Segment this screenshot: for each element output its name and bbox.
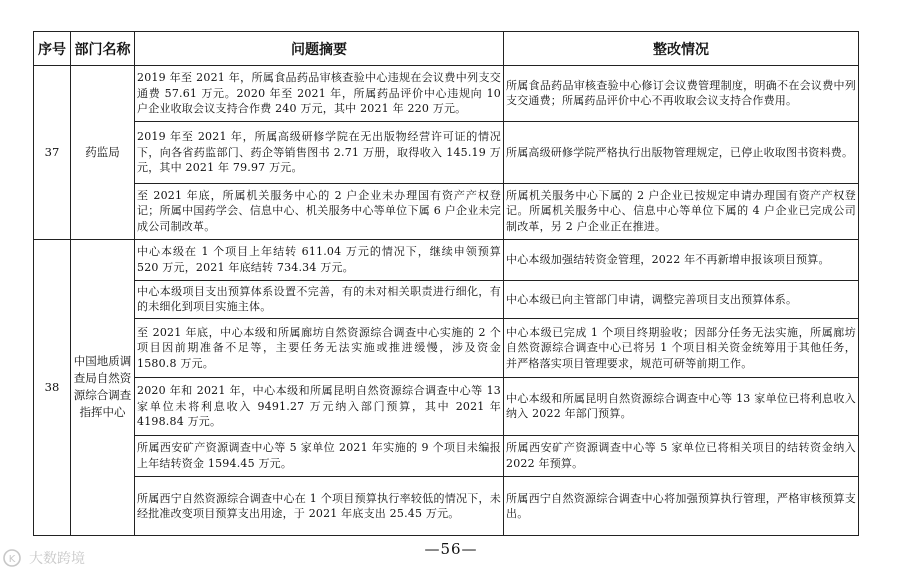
table-row [34,280,859,318]
table-row [34,377,859,435]
problem-summary: 至 2021 年底，中心本级和所属廊坊自然资源综合调查中心实施的 2 个项目因前期准备不足等，主要任务无法实施或推进缓慢，涉及资金 1580.8 万元。 [135,319,504,378]
header-dept: 部门名称 [71,32,135,66]
problem-summary: 所属西安矿产资源调查中心等 5 家单位 2021 年实施的 9 个项目未编报上年结转资金 1594.45 万元。 [135,435,504,476]
rectification-status: 所属机关服务中心下属的 2 户企业已按规定申请办理国有资产产权登记。所属机关服务中心、信息中心等单位下属的 4 户企业已完成公司制改革，另 2 户企业正在推进。 [504,183,859,239]
rectification-status: 中心本级已完成 1 个项目终期验收；因部分任务无法实施，所属廊坊自然资源综合调查中心已将另 1 个项目相关资金统筹用于其他任务，并严格落实项目管理要求，规范可研等前期工作。 [504,319,859,378]
table-row [34,319,859,378]
problem-summary: 2019 年至 2021 年，所属高级研修学院在无出版物经营许可证的情况下，向各省药监部门、药企等销售图书 2.71 万册，取得收入 145.19 万元，其中 2021 年 79.97 万元。 [135,121,504,183]
table-header-row [34,32,859,66]
table-row [34,66,859,122]
rectification-status: 中心本级已向主管部门申请，调整完善项目支出预算体系。 [504,280,859,318]
problem-summary: 中心本级项目支出预算体系设置不完善，有的未对相关职责进行细化，有的未细化到项目实施主体。 [135,280,504,318]
row-number: 37 [34,66,71,240]
table-row [34,239,859,280]
header-num: 序号 [34,32,71,66]
audit-table [33,31,859,536]
department-name: 药监局 [71,66,135,240]
rectification-status: 所属食品药品审核查验中心修订会议费管理制度，明确不在会议费中列支交通费；所属药品评价中心不再收取会议支持合作费用。 [504,66,859,122]
header-problem: 问题摘要 [135,32,504,66]
rectification-status: 所属西安矿产资源调查中心等 5 家单位已将相关项目的结转资金纳入 2022 年预算。 [504,435,859,476]
row-number: 38 [34,239,71,536]
problem-summary: 2020 年和 2021 年，中心本级和所属昆明自然资源综合调查中心等 13 家单位未将利息收入 9491.27 万元纳入部门预算，其中 2021 年 4198.84 万元。 [135,377,504,435]
table-row [34,183,859,239]
table-row [34,435,859,476]
watermark [2,548,85,568]
problem-summary: 中心本级在 1 个项目上年结转 611.04 万元的情况下，继续申领预算 520 万元，2021 年底结转 734.34 万元。 [135,239,504,280]
rectification-status: 中心本级加强结转资金管理，2022 年不再新增申报该项目预算。 [504,239,859,280]
rectification-status: 所属西宁自然资源综合调查中心将加强预算执行管理，严格审核预算支出。 [504,477,859,536]
rectification-status: 中心本级和所属昆明自然资源综合调查中心等 13 家单位已将利息收入纳入 2022 年部门预算。 [504,377,859,435]
table-row [34,121,859,183]
problem-summary: 2019 年至 2021 年，所属食品药品审核查验中心违规在会议费中列支交通费 57.61 万元。2020 年至 2021 年，所属药品评价中心违规向 10 户企业收取会议支持合作费 240 万元，其中 2021 年 220 万元。 [135,66,504,122]
department-name: 中国地质调查局自然资源综合调查指挥中心 [71,239,135,536]
header-fix: 整改情况 [504,32,859,66]
problem-summary: 所属西宁自然资源综合调查中心在 1 个项目预算执行率较低的情况下，未经批准改变项目预算支出用途，于 2021 年底支出 25.45 万元。 [135,477,504,536]
rectification-status: 所属高级研修学院严格执行出版物管理规定，已停止收取图书资料费。 [504,121,859,183]
watermark-logo-icon [2,548,26,568]
svg-text:K: K [8,554,16,565]
problem-summary: 至 2021 年底，所属机关服务中心的 2 户企业未办理国有资产产权登记；所属中国药学会、信息中心、机关服务中心等单位下属 6 户企业未完成公司制改革。 [135,183,504,239]
watermark-text: 大数跨境 [29,551,85,567]
page-number: —56— [424,540,478,558]
table-row [34,477,859,536]
